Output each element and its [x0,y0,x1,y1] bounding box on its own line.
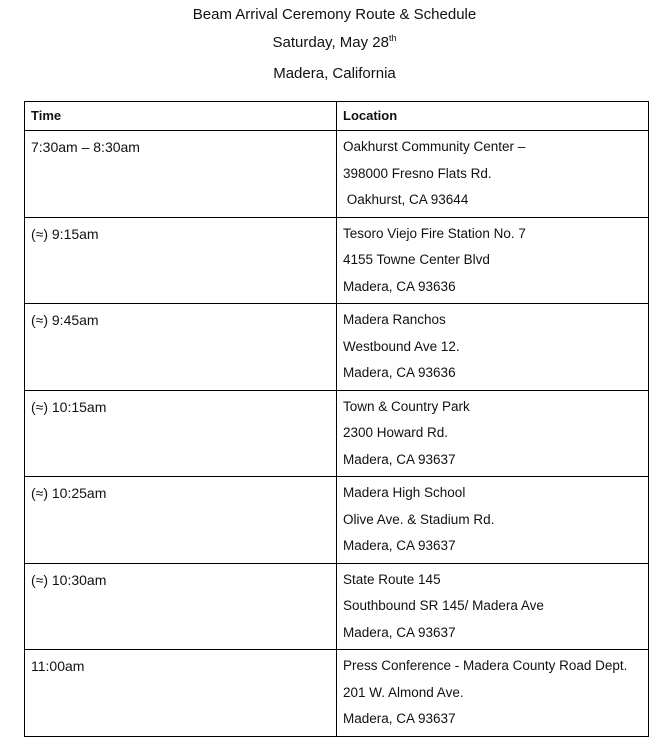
location-cell [337,390,649,477]
location-line: Madera, CA 93637 [343,451,456,467]
schedule-table [24,101,649,737]
location-line: Madera, CA 93637 [343,711,456,726]
location-line: 4155 Towne Center Blvd [343,252,490,267]
table-row [25,390,649,477]
location-cell [337,477,649,564]
location-line: Tesoro Viejo Fire Station No. 7 [343,225,526,241]
table-row [25,304,649,391]
time-cell: (≈) 9:15am [25,217,337,304]
location-line: Olive Ave. & Stadium Rd. [343,511,495,527]
location-line: Oakhurst, CA 93644 [343,192,469,207]
column-header-location: Location [337,102,649,131]
location-line: Madera Ranchos [343,312,446,327]
table-row [25,131,649,218]
location-line: State Route 145 [343,571,441,587]
time-cell: (≈) 9:45am [25,304,337,391]
location-line: Press Conference - Madera County Road Dept. [343,658,628,673]
location-line: Madera, CA 93637 [343,538,456,553]
time-cell: (≈) 10:30am [25,563,337,650]
table-row [25,650,649,737]
location-line: 201 W. Almond Ave. [343,684,464,700]
time-cell: 11:00am [25,650,337,737]
location-line: Madera, CA 93636 [343,365,456,380]
table-row [25,217,649,304]
location-cell [337,563,649,650]
location-cell [337,217,649,304]
table-header-row [25,102,649,131]
location-line: Westbound Ave 12. [343,338,460,354]
table-row [25,563,649,650]
location-cell [337,131,649,218]
event-date [0,33,669,53]
table-row [25,477,649,564]
location-line: Madera, CA 93636 [343,278,456,294]
document-title: Beam Arrival Ceremony Route & Schedule [192,6,477,23]
event-location: Madera, California [273,65,396,82]
location-line: Oakhurst Community Center – [343,139,526,154]
column-header-time: Time [25,102,337,131]
time-cell: (≈) 10:25am [25,477,337,564]
event-date-ordinal: th [388,33,397,43]
location-cell [337,304,649,391]
location-line: Southbound SR 145/ Madera Ave [343,598,544,613]
location-cell [337,650,649,737]
time-cell: 7:30am – 8:30am [25,131,337,218]
location-line: Town & Country Park [343,398,470,414]
event-date-text: Saturday, May 28 [272,34,389,51]
location-line: Madera, CA 93637 [343,624,456,640]
time-cell: (≈) 10:15am [25,390,337,477]
location-line: 398000 Fresno Flats Rd. [343,165,492,181]
location-line: Madera High School [343,485,466,500]
location-line: 2300 Howard Rd. [343,425,449,440]
